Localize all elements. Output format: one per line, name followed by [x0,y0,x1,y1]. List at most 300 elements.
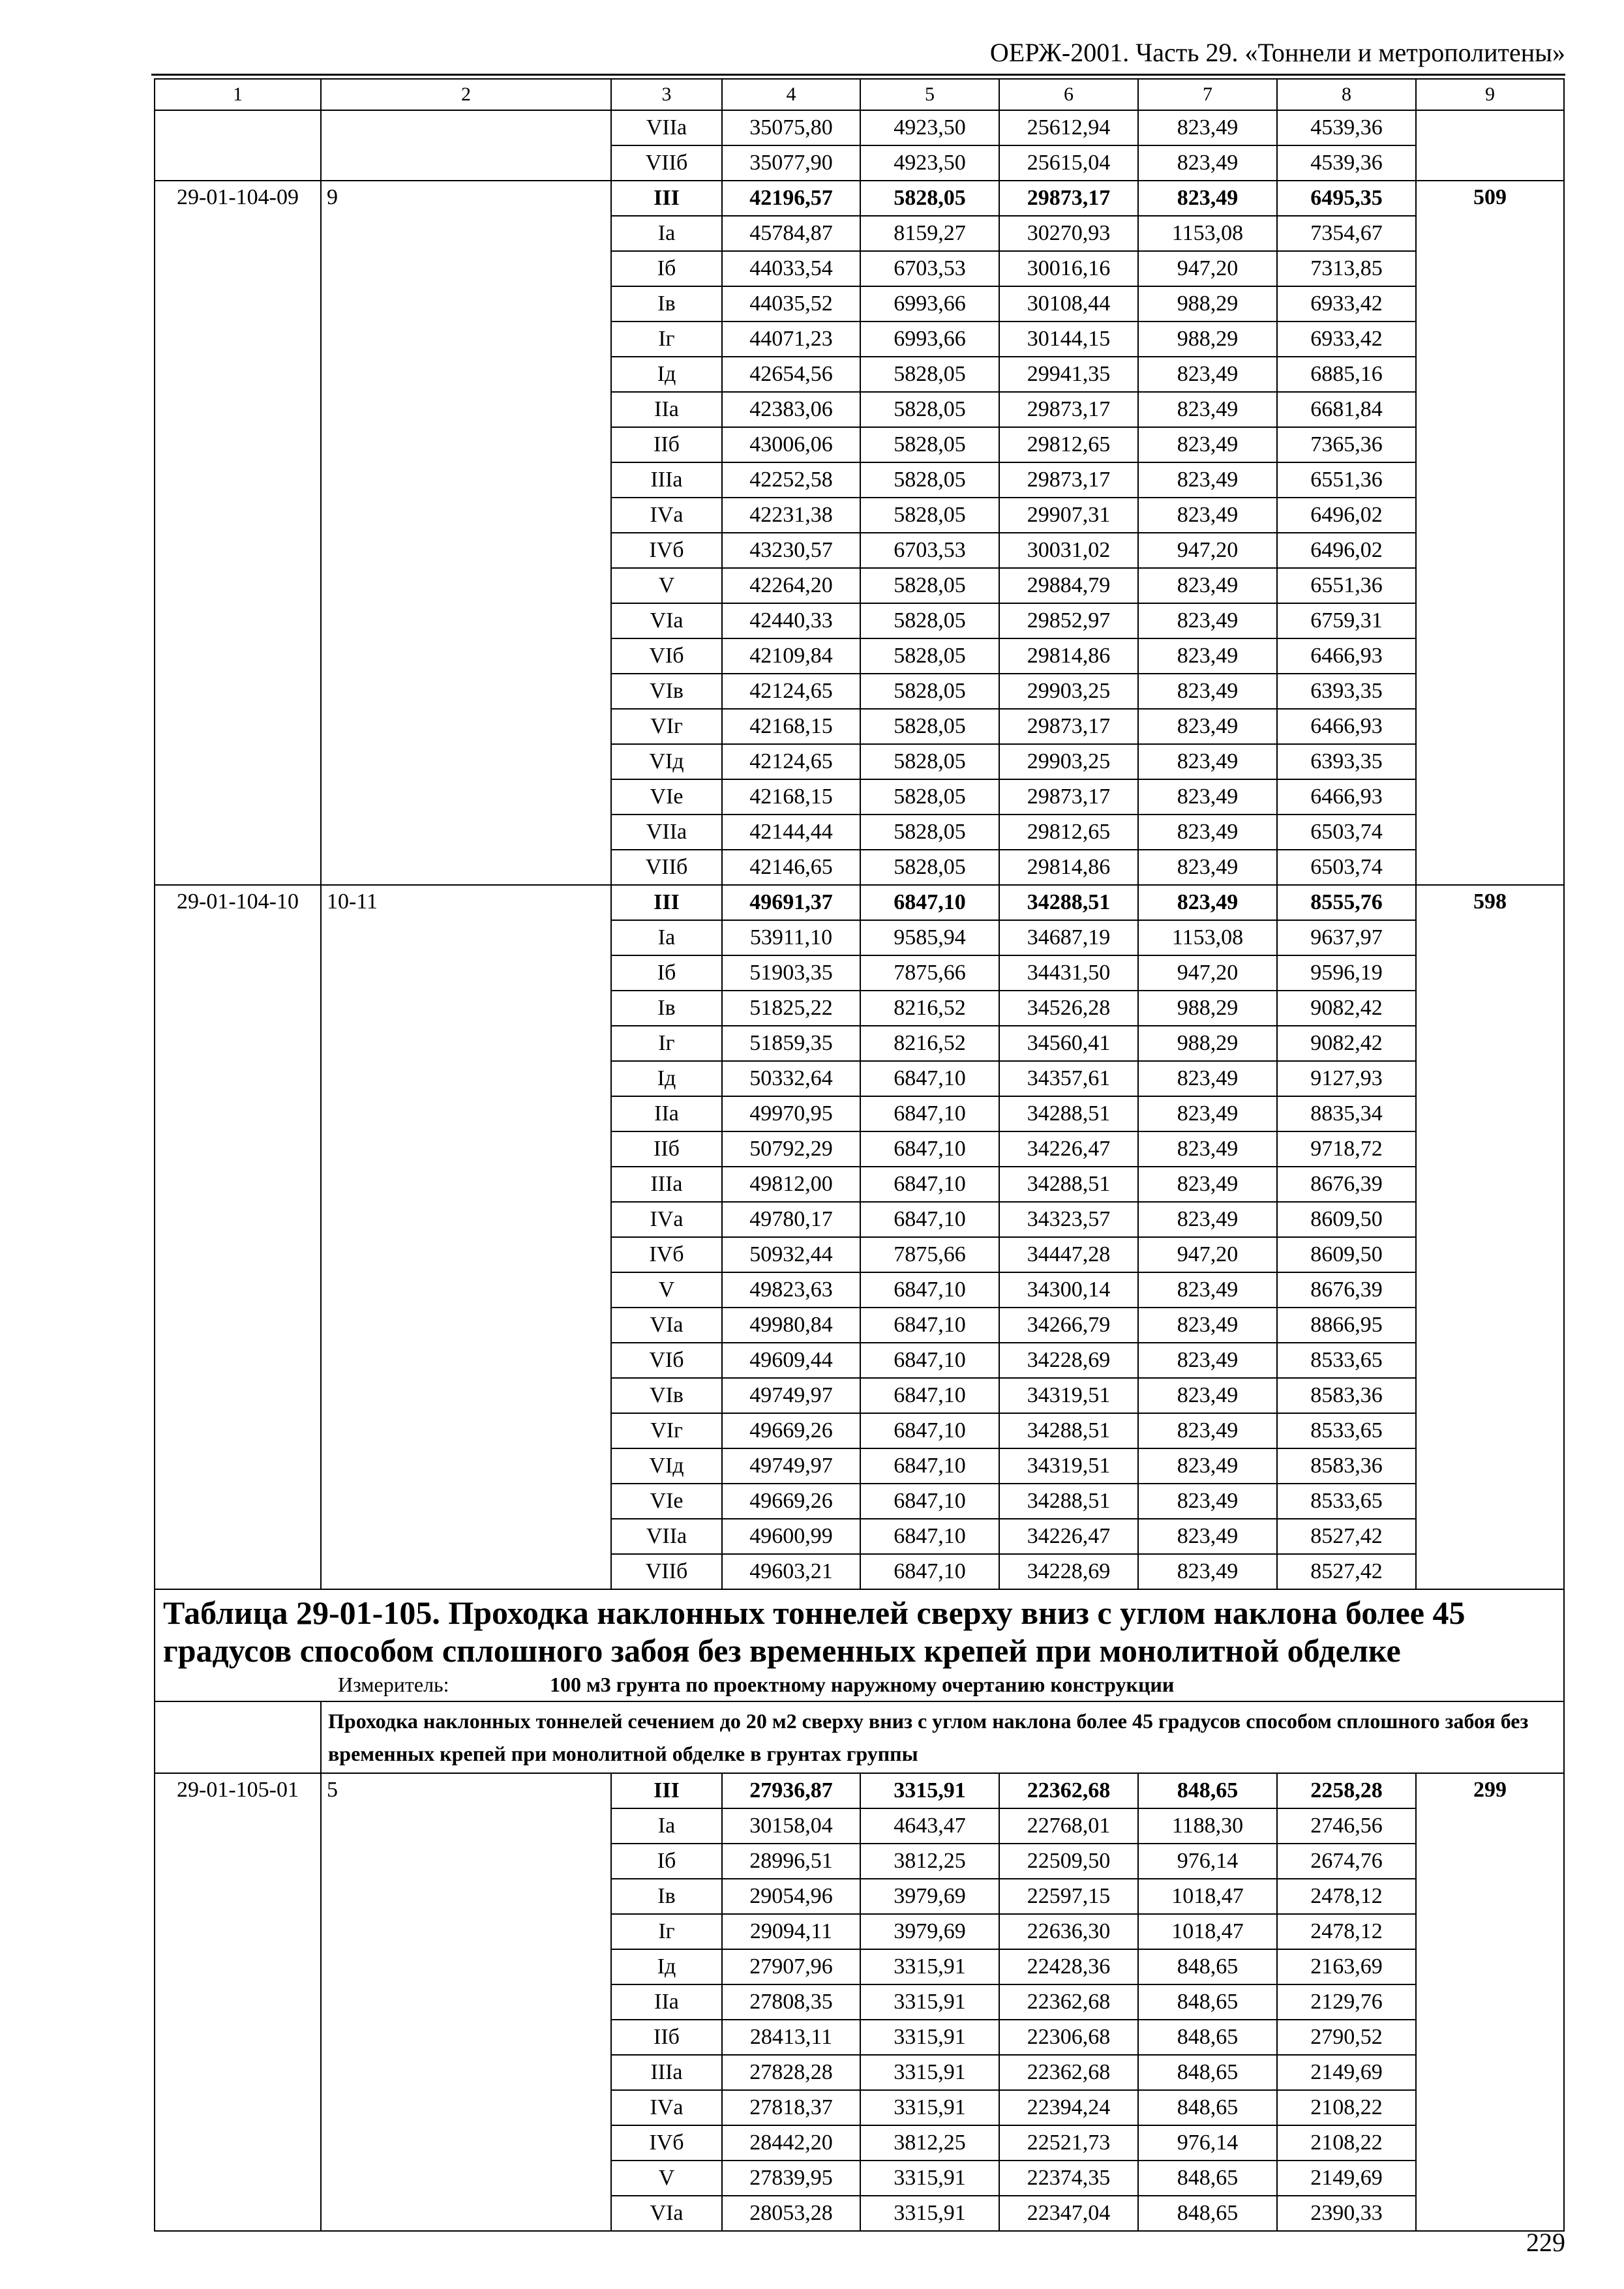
value-cell: 22428,36 [999,1949,1138,1984]
column-number: 7 [1138,79,1277,110]
value-cell: 8676,39 [1277,1167,1416,1202]
value-cell: 34447,28 [999,1237,1138,1272]
value-cell: 6551,36 [1277,462,1416,498]
value-cell: 4643,47 [860,1808,999,1844]
value-cell: 34431,50 [999,955,1138,991]
value-cell: 848,65 [1138,2055,1277,2090]
value-cell: 30108,44 [999,286,1138,322]
value-cell: 6933,42 [1277,286,1416,322]
table-title: Таблица 29-01-105. Проходка наклонных тоннелей сверху вниз с углом наклона более 45 градусов способом сплошного забоя без временных крепей при монолитной обделке [163,1594,1466,1669]
value-cell: 34266,79 [999,1308,1138,1343]
value-cell: 42146,65 [722,850,860,885]
table-row [155,885,1564,920]
column-number: 3 [611,79,722,110]
soil-class-cell: IIIа [611,1167,722,1202]
value-cell: 27828,28 [722,2055,860,2090]
value-cell: 43230,57 [722,533,860,568]
value-cell: 823,49 [1138,427,1277,462]
value-cell: 22509,50 [999,1844,1138,1879]
value-cell: 988,29 [1138,322,1277,357]
value-cell: 4539,36 [1277,110,1416,145]
value-cell: 5828,05 [860,815,999,850]
value-cell: 8533,65 [1277,1413,1416,1448]
value-cell: 823,49 [1138,779,1277,815]
value-cell: 947,20 [1138,251,1277,286]
soil-class-cell: Iв [611,991,722,1026]
value-cell: 6847,10 [860,1131,999,1167]
soil-class-cell: VIе [611,1484,722,1519]
soil-class-cell: VIIа [611,110,722,145]
value-cell: 6847,10 [860,885,999,920]
value-cell: 6847,10 [860,1202,999,1237]
value-cell: 27936,87 [722,1773,860,1808]
value-cell: 9127,93 [1277,1061,1416,1096]
value-cell: 42383,06 [722,392,860,427]
value-cell: 3315,91 [860,2020,999,2055]
value-cell: 6496,02 [1277,533,1416,568]
soil-class-cell: IIа [611,1096,722,1131]
value-cell: 42654,56 [722,357,860,392]
soil-class-cell: Iа [611,1808,722,1844]
column-number: 1 [155,79,321,110]
value-cell: 51859,35 [722,1026,860,1061]
value-cell: 29054,96 [722,1879,860,1914]
soil-class-cell: III [611,1773,722,1808]
value-cell: 823,49 [1138,1096,1277,1131]
value-cell: 30158,04 [722,1808,860,1844]
soil-class-cell: Iа [611,920,722,955]
value-cell: 6847,10 [860,1272,999,1308]
soil-class-cell: VIг [611,1413,722,1448]
value-cell: 823,49 [1138,1308,1277,1343]
table-row [155,110,1564,145]
soil-class-cell: IVб [611,2125,722,2161]
soil-class-cell: Iд [611,1949,722,1984]
value-cell: 823,49 [1138,181,1277,216]
value-cell: 6393,35 [1277,674,1416,709]
value-cell: 49980,84 [722,1308,860,1343]
soil-class-cell: IIа [611,392,722,427]
value-cell: 6885,16 [1277,357,1416,392]
soil-class-cell: IIIа [611,462,722,498]
value-cell: 42124,65 [722,744,860,779]
value-cell: 2390,33 [1277,2196,1416,2231]
value-cell: 4923,50 [860,110,999,145]
value-cell: 49603,21 [722,1554,860,1589]
soil-class-cell: VIе [611,779,722,815]
value-cell: 8866,95 [1277,1308,1416,1343]
value-cell: 2108,22 [1277,2125,1416,2161]
value-cell: 34288,51 [999,885,1138,920]
value-cell: 29873,17 [999,462,1138,498]
value-cell: 823,49 [1138,1202,1277,1237]
value-cell: 6393,35 [1277,744,1416,779]
soil-class-cell: IIа [611,1984,722,2020]
value-cell: 34226,47 [999,1519,1138,1554]
soil-class-cell: VIб [611,638,722,674]
value-cell: 6503,74 [1277,815,1416,850]
value-cell: 34560,41 [999,1026,1138,1061]
value-cell: 35075,80 [722,110,860,145]
value-cell: 9585,94 [860,920,999,955]
value-cell: 5828,05 [860,427,999,462]
soil-class-cell: Iб [611,251,722,286]
item-total: 299 [1416,1773,1564,2231]
value-cell: 5828,05 [860,744,999,779]
value-cell: 2790,52 [1277,2020,1416,2055]
value-cell: 823,49 [1138,674,1277,709]
value-cell: 7313,85 [1277,251,1416,286]
value-cell: 6496,02 [1277,498,1416,533]
value-cell: 30144,15 [999,322,1138,357]
code-cell-empty [155,110,321,181]
column-number: 2 [321,79,611,110]
item-category: 10-11 [321,885,611,1589]
table-title-cell [155,1589,1564,1701]
value-cell: 7365,36 [1277,427,1416,462]
value-cell: 34357,61 [999,1061,1138,1096]
value-cell: 49823,63 [722,1272,860,1308]
soil-class-cell: VIа [611,1308,722,1343]
value-cell: 823,49 [1138,1519,1277,1554]
value-cell: 6681,84 [1277,392,1416,427]
value-cell: 848,65 [1138,2161,1277,2196]
value-cell: 8533,65 [1277,1343,1416,1378]
column-number: 8 [1277,79,1416,110]
value-cell: 6466,93 [1277,709,1416,744]
value-cell: 2129,76 [1277,1984,1416,2020]
value-cell: 823,49 [1138,638,1277,674]
value-cell: 29873,17 [999,709,1138,744]
value-cell: 947,20 [1138,533,1277,568]
subtitle-row [155,1701,1564,1773]
value-cell: 823,49 [1138,1167,1277,1202]
value-cell: 28413,11 [722,2020,860,2055]
value-cell: 2746,56 [1277,1808,1416,1844]
value-cell: 42440,33 [722,603,860,638]
soil-class-cell: V [611,2161,722,2196]
value-cell: 8835,34 [1277,1096,1416,1131]
value-cell: 823,49 [1138,885,1277,920]
column-number: 9 [1416,79,1564,110]
price-cell-empty [1416,110,1564,181]
value-cell: 823,49 [1138,1131,1277,1167]
value-cell: 5828,05 [860,779,999,815]
soil-class-cell: IIб [611,1131,722,1167]
measure-label: Измеритель: [338,1673,449,1696]
value-cell: 823,49 [1138,1378,1277,1413]
value-cell: 5828,05 [860,674,999,709]
value-cell: 5828,05 [860,462,999,498]
soil-class-cell: VIIа [611,1519,722,1554]
value-cell: 823,49 [1138,850,1277,885]
value-cell: 6847,10 [860,1343,999,1378]
value-cell: 823,49 [1138,462,1277,498]
value-cell: 2108,22 [1277,2090,1416,2125]
soil-class-cell: VIб [611,1343,722,1378]
value-cell: 1018,47 [1138,1879,1277,1914]
value-cell: 43006,06 [722,427,860,462]
item-code: 29-01-104-10 [155,885,321,1589]
value-cell: 34288,51 [999,1484,1138,1519]
value-cell: 29814,86 [999,850,1138,885]
value-cell: 49970,95 [722,1096,860,1131]
value-cell: 8609,50 [1277,1237,1416,1272]
soil-class-cell: VIв [611,1378,722,1413]
soil-class-cell: IIб [611,427,722,462]
value-cell: 34288,51 [999,1096,1138,1131]
value-cell: 6466,93 [1277,779,1416,815]
soil-class-cell: VIд [611,1448,722,1484]
value-cell: 8216,52 [860,1026,999,1061]
value-cell: 8583,36 [1277,1378,1416,1413]
soil-class-cell: VIа [611,2196,722,2231]
value-cell: 823,49 [1138,709,1277,744]
value-cell: 2258,28 [1277,1773,1416,1808]
value-cell: 42109,84 [722,638,860,674]
value-cell: 6847,10 [860,1448,999,1484]
value-cell: 34226,47 [999,1131,1138,1167]
value-cell: 823,49 [1138,1448,1277,1484]
value-cell: 823,49 [1138,744,1277,779]
value-cell: 6847,10 [860,1413,999,1448]
column-number-row [155,79,1564,110]
price-table [154,78,1565,2232]
value-cell: 8159,27 [860,216,999,251]
soil-class-cell: III [611,885,722,920]
value-cell: 9082,42 [1277,1026,1416,1061]
value-cell: 823,49 [1138,1343,1277,1378]
value-cell: 8555,76 [1277,885,1416,920]
soil-class-cell: Iв [611,1879,722,1914]
soil-class-cell: VIд [611,744,722,779]
value-cell: 34288,51 [999,1167,1138,1202]
value-cell: 42196,57 [722,181,860,216]
value-cell: 49600,99 [722,1519,860,1554]
value-cell: 848,65 [1138,1984,1277,2020]
value-cell: 49669,26 [722,1413,860,1448]
soil-class-cell: IVа [611,1202,722,1237]
value-cell: 25612,94 [999,110,1138,145]
value-cell: 42264,20 [722,568,860,603]
value-cell: 988,29 [1138,1026,1277,1061]
value-cell: 6933,42 [1277,322,1416,357]
value-cell: 3979,69 [860,1879,999,1914]
value-cell: 848,65 [1138,2020,1277,2055]
soil-class-cell: V [611,568,722,603]
value-cell: 9718,72 [1277,1131,1416,1167]
soil-class-cell: Iг [611,1914,722,1949]
value-cell: 42168,15 [722,779,860,815]
value-cell: 28053,28 [722,2196,860,2231]
value-cell: 5828,05 [860,498,999,533]
value-cell: 848,65 [1138,1773,1277,1808]
value-cell: 823,49 [1138,603,1277,638]
value-cell: 7875,66 [860,1237,999,1272]
value-cell: 3812,25 [860,2125,999,2161]
value-cell: 823,49 [1138,1484,1277,1519]
value-cell: 976,14 [1138,2125,1277,2161]
value-cell: 49609,44 [722,1343,860,1378]
value-cell: 45784,87 [722,216,860,251]
value-cell: 34687,19 [999,920,1138,955]
value-cell: 5828,05 [860,357,999,392]
value-cell: 848,65 [1138,1949,1277,1984]
value-cell: 6466,93 [1277,638,1416,674]
value-cell: 5828,05 [860,392,999,427]
value-cell: 22374,35 [999,2161,1138,2196]
value-cell: 29903,25 [999,744,1138,779]
value-cell: 8533,65 [1277,1484,1416,1519]
value-cell: 29903,25 [999,674,1138,709]
value-cell: 3315,91 [860,1949,999,1984]
column-number: 4 [722,79,860,110]
table-row [155,181,1564,216]
value-cell: 3315,91 [860,1984,999,2020]
value-cell: 848,65 [1138,2090,1277,2125]
value-cell: 8609,50 [1277,1202,1416,1237]
item-category: 5 [321,1773,611,2231]
soil-class-cell: Iб [611,955,722,991]
soil-class-cell: Iа [611,216,722,251]
value-cell: 34323,57 [999,1202,1138,1237]
value-cell: 6703,53 [860,533,999,568]
value-cell: 823,49 [1138,568,1277,603]
value-cell: 22347,04 [999,2196,1138,2231]
value-cell: 6847,10 [860,1378,999,1413]
soil-class-cell: V [611,1272,722,1308]
value-cell: 50332,64 [722,1061,860,1096]
value-cell: 22768,01 [999,1808,1138,1844]
value-cell: 3315,91 [860,2161,999,2196]
value-cell: 49669,26 [722,1484,860,1519]
value-cell: 30016,16 [999,251,1138,286]
value-cell: 8216,52 [860,991,999,1026]
soil-class-cell: IVа [611,2090,722,2125]
value-cell: 44033,54 [722,251,860,286]
value-cell: 42144,44 [722,815,860,850]
value-cell: 2478,12 [1277,1914,1416,1949]
soil-class-cell: IIб [611,2020,722,2055]
value-cell: 29814,86 [999,638,1138,674]
value-cell: 947,20 [1138,955,1277,991]
soil-class-cell: Iг [611,322,722,357]
value-cell: 29873,17 [999,779,1138,815]
value-cell: 1018,47 [1138,1914,1277,1949]
value-cell: 22306,68 [999,2020,1138,2055]
value-cell: 5828,05 [860,568,999,603]
value-cell: 823,49 [1138,357,1277,392]
value-cell: 2163,69 [1277,1949,1416,1984]
soil-class-cell: VIIб [611,850,722,885]
value-cell: 29884,79 [999,568,1138,603]
value-cell: 2149,69 [1277,2161,1416,2196]
value-cell: 6847,10 [860,1308,999,1343]
value-cell: 6551,36 [1277,568,1416,603]
value-cell: 44035,52 [722,286,860,322]
value-cell: 22362,68 [999,1773,1138,1808]
value-cell: 3315,91 [860,1773,999,1808]
value-cell: 30031,02 [999,533,1138,568]
value-cell: 29812,65 [999,815,1138,850]
value-cell: 49812,00 [722,1167,860,1202]
subtitle-spacer [155,1701,321,1773]
column-number: 5 [860,79,999,110]
value-cell: 6847,10 [860,1519,999,1554]
soil-class-cell: VIIб [611,145,722,181]
value-cell: 8583,36 [1277,1448,1416,1484]
value-cell: 6847,10 [860,1554,999,1589]
value-cell: 30270,93 [999,216,1138,251]
soil-class-cell: Iв [611,286,722,322]
value-cell: 1153,08 [1138,216,1277,251]
value-cell: 3979,69 [860,1914,999,1949]
value-cell: 9082,42 [1277,991,1416,1026]
value-cell: 823,49 [1138,1272,1277,1308]
value-cell: 29873,17 [999,181,1138,216]
value-cell: 22597,15 [999,1879,1138,1914]
value-cell: 5828,05 [860,850,999,885]
value-cell: 6993,66 [860,286,999,322]
value-cell: 28442,20 [722,2125,860,2161]
column-number: 6 [999,79,1138,110]
running-header-title: ОЕРЖ-2001. Часть 29. «Тоннели и метрополитены» [989,38,1565,67]
table-title-row [155,1589,1564,1701]
value-cell: 51903,35 [722,955,860,991]
name-cell-empty [321,110,611,181]
value-cell: 8676,39 [1277,1272,1416,1308]
value-cell: 29873,17 [999,392,1138,427]
value-cell: 34300,14 [999,1272,1138,1308]
soil-class-cell: Iд [611,1061,722,1096]
value-cell: 34228,69 [999,1554,1138,1589]
value-cell: 976,14 [1138,1844,1277,1879]
measure-value: 100 м3 грунта по проектному наружному очертанию конструкции [550,1673,1175,1696]
value-cell: 823,49 [1138,145,1277,181]
value-cell: 7875,66 [860,955,999,991]
value-cell: 3812,25 [860,1844,999,1879]
item-code: 29-01-105-01 [155,1773,321,2231]
value-cell: 42168,15 [722,709,860,744]
value-cell: 29941,35 [999,357,1138,392]
soil-class-cell: IIIа [611,2055,722,2090]
soil-class-cell: Iб [611,1844,722,1879]
value-cell: 35077,90 [722,145,860,181]
value-cell: 44071,23 [722,322,860,357]
value-cell: 6503,74 [1277,850,1416,885]
value-cell: 5828,05 [860,709,999,744]
value-cell: 6847,10 [860,1484,999,1519]
value-cell: 823,49 [1138,498,1277,533]
page-number: 229 [1526,2228,1565,2257]
value-cell: 29907,31 [999,498,1138,533]
value-cell: 42124,65 [722,674,860,709]
item-total: 598 [1416,885,1564,1589]
value-cell: 947,20 [1138,1237,1277,1272]
value-cell: 22636,30 [999,1914,1138,1949]
value-cell: 5828,05 [860,181,999,216]
value-cell: 988,29 [1138,286,1277,322]
value-cell: 27839,95 [722,2161,860,2196]
value-cell: 9637,97 [1277,920,1416,955]
value-cell: 2149,69 [1277,2055,1416,2090]
value-cell: 22521,73 [999,2125,1138,2161]
value-cell: 25615,04 [999,145,1138,181]
table-row [155,1773,1564,1808]
value-cell: 6847,10 [860,1061,999,1096]
item-category: 9 [321,181,611,885]
value-cell: 49749,97 [722,1448,860,1484]
